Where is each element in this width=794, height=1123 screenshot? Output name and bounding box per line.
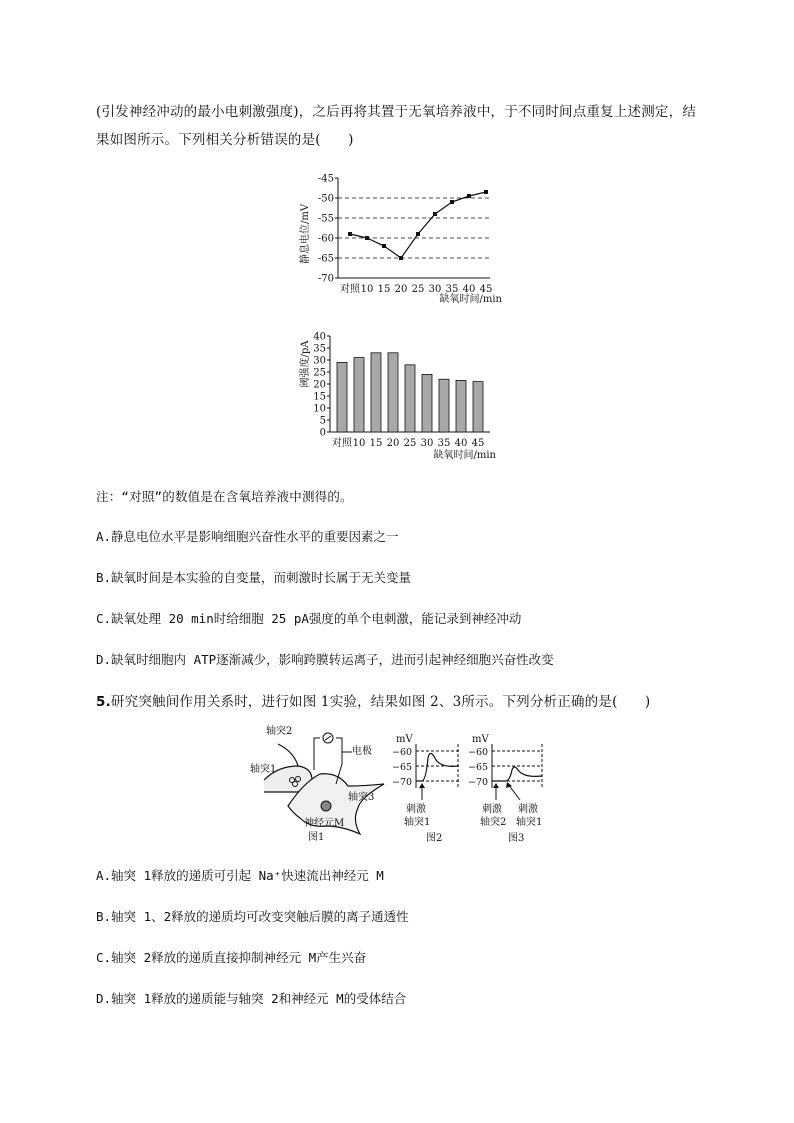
bar-chart-y-tick-label: 35 (313, 343, 326, 355)
line-chart-x-tick-label: 15 (377, 284, 391, 295)
bar-chart-x-tick-label: 40 (454, 438, 468, 449)
question-5-text: 研究突触间作用关系时，进行如图 1实验，结果如图 2、3所示。下列分析正确的是( ) (110, 694, 651, 710)
bar-chart-bars (337, 353, 483, 432)
figure-2-potential-trace (390, 730, 462, 848)
bar-chart-x-ticks (332, 436, 484, 449)
bar-chart-bar (354, 358, 364, 432)
resting-potential-line-chart (280, 168, 520, 308)
axon-1-label: 轴突1 (250, 764, 277, 775)
bar-chart-bar (439, 379, 449, 432)
line-chart-y-tick-label: -55 (317, 213, 334, 225)
bar-chart-y-ticks (313, 332, 330, 439)
bar-chart-x-tick-label: 10 (352, 438, 366, 449)
bar-chart-x-tick-label: 35 (437, 438, 451, 449)
bar-chart-bar (371, 353, 381, 432)
line-chart-x-tick-label: 10 (360, 284, 374, 295)
threshold-bar-chart (280, 322, 520, 462)
q5-option-c[interactable]: C.轴突 2释放的递质直接抑制神经元 M产生兴奋 (96, 950, 367, 965)
q5-option-a[interactable]: A.轴突 1释放的递质可引起 Na⁺快速流出神经元 M (96, 868, 384, 883)
question-5-stem (96, 690, 650, 710)
bar-chart-bar (422, 374, 432, 432)
fig3-trace (492, 767, 542, 781)
bar-chart-x-tick-label: 对照 (332, 438, 352, 449)
line-chart-point (450, 200, 454, 204)
bar-chart-y-tick-label: 30 (313, 355, 326, 367)
bar-chart-y-tick-label: 15 (313, 391, 326, 403)
bar-chart-bar (473, 382, 483, 432)
bar-chart-bar (405, 365, 415, 432)
question-text-line-2: 果如图所示。下列相关分析错误的是( ) (96, 132, 354, 148)
bar-chart-y-tick-label: 10 (313, 403, 326, 415)
bar-chart-xlabel: 缺氧时间/min (433, 450, 496, 461)
line-chart-y-tick-label: -50 (317, 193, 334, 205)
line-chart-point (467, 194, 471, 198)
bar-chart-y-tick-label: 25 (313, 367, 326, 379)
bar-chart-x-tick-label: 25 (403, 438, 417, 449)
bar-chart-bar (337, 362, 347, 432)
fig2-arrowhead (419, 783, 425, 788)
figure-1-caption: 图1 (308, 832, 325, 843)
line-chart-point (348, 232, 352, 236)
bar-chart-x-tick-label: 45 (471, 438, 485, 449)
question-text-line-1: (引发神经冲动的最小电刺激强度)，之后再将其置于无氧培养液中，于不同时间点重复上述测定，结 (96, 104, 697, 120)
line-chart-y-tick-label: -45 (317, 173, 334, 185)
figure-2-caption: 图2 (426, 833, 443, 844)
neuron-m-label: 神经元M (304, 818, 345, 829)
line-chart-points (348, 190, 488, 260)
bar-chart-bar (456, 380, 466, 432)
fig2-tick-65: −65 (392, 762, 413, 773)
bar-chart-y-tick-label: 0 (319, 427, 326, 439)
axon-3-label: 轴突3 (348, 792, 375, 803)
bar-chart-y-tick-label: 40 (313, 331, 326, 343)
line-chart-series (350, 192, 486, 258)
line-chart-x-tick-label: 45 (479, 284, 493, 295)
bar-chart-bar (388, 353, 398, 432)
neuron-nucleus (321, 801, 331, 811)
line-chart-point (399, 256, 403, 260)
line-chart-y-tick-label: -70 (317, 273, 334, 285)
line-chart-ylabel: 静息电位/mV (300, 203, 311, 265)
bar-chart-y-tick-label: 20 (313, 379, 326, 391)
fig3-tick-70: −70 (468, 777, 489, 788)
fig2-tick-70: −70 (392, 777, 413, 788)
line-chart-x-tick-label: 25 (411, 284, 425, 295)
fig3-arrowhead-1 (493, 783, 499, 788)
line-chart-x-tick-label: 20 (394, 284, 408, 295)
line-chart-y-tick-label: -60 (317, 233, 334, 245)
fig3-stim1-label: 刺激 (482, 804, 502, 815)
q5-option-d[interactable]: D.轴突 1释放的递质能与轴突 2和神经元 M的受体结合 (96, 991, 407, 1006)
line-chart-x-tick-label: 35 (445, 284, 459, 295)
fig3-arrowhead-2 (506, 782, 512, 788)
line-chart-xlabel: 缺氧时间/min (439, 294, 502, 305)
fig3-stim2-target: 轴突1 (516, 817, 543, 828)
line-chart-point (365, 236, 369, 240)
note-text: 注：“对照”的数值是在含氧培养液中测得的。 (96, 489, 353, 504)
fig3-stim2-label: 刺激 (518, 804, 538, 815)
fig2-tick-60: −60 (392, 747, 413, 758)
bar-chart-x-tick-label: 30 (420, 438, 434, 449)
line-chart-gridlines (338, 198, 490, 258)
line-chart-point (416, 232, 420, 236)
figure-3-caption: 图3 (508, 833, 525, 844)
bar-chart-ylabel: 阈强度/pA (300, 340, 311, 388)
line-chart-y-ticks (318, 174, 338, 285)
fig2-stim-target: 轴突1 (404, 817, 431, 828)
option-a[interactable]: A.静息电位水平是影响细胞兴奋性水平的重要因素之一 (96, 529, 399, 544)
option-b[interactable]: B.缺氧时间是本实验的自变量，而刺激时长属于无关变量 (96, 570, 412, 585)
fig3-tick-65: −65 (468, 762, 489, 773)
bar-chart-x-tick-label: 20 (386, 438, 400, 449)
line-chart-y-tick-label: -65 (317, 253, 334, 265)
question-number: 5. (96, 694, 111, 710)
figure-1-synapse-diagram (248, 722, 390, 846)
bar-chart-y-tick-label: 5 (319, 415, 326, 427)
fig2-stim-label: 刺激 (406, 804, 426, 815)
line-chart-point (382, 244, 386, 248)
q5-option-b[interactable]: B.轴突 1、2释放的递质均可改变突触后膜的离子通透性 (96, 909, 409, 924)
fig3-stim1-target: 轴突2 (480, 817, 507, 828)
line-chart-x-tick-label: 30 (428, 284, 442, 295)
line-chart-point (484, 190, 488, 194)
figure-3-potential-trace (466, 730, 552, 848)
axon-2-label: 轴突2 (266, 726, 293, 737)
electrode-label: 电极 (352, 746, 372, 757)
line-chart-x-tick-label: 40 (462, 284, 476, 295)
fig3-unit: mV (472, 734, 489, 745)
fig2-trace (416, 753, 458, 781)
option-c[interactable]: C.缺氧处理 20 min时给细胞 25 pA强度的单个电刺激，能记录到神经冲动 (96, 611, 522, 626)
fig2-unit: mV (396, 734, 413, 745)
option-d[interactable]: D.缺氧时细胞内 ATP逐渐减少，影响跨膜转运离子，进而引起神经细胞兴奋性改变 (96, 652, 554, 667)
fig3-tick-60: −60 (468, 747, 489, 758)
meter-needle (325, 736, 331, 740)
line-chart-x-tick-label: 对照 (340, 284, 360, 295)
bar-chart-x-tick-label: 15 (369, 438, 383, 449)
line-chart-point (433, 212, 437, 216)
